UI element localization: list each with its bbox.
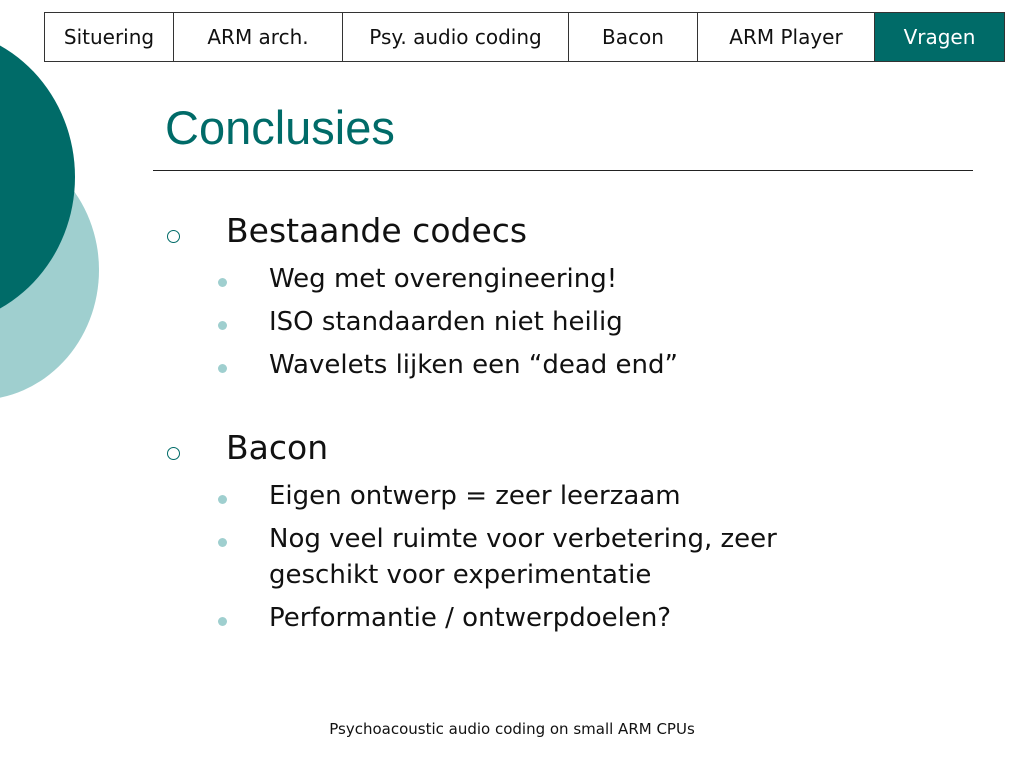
dot-bullet-icon bbox=[218, 321, 227, 330]
hollow-circle-bullet-icon bbox=[167, 447, 180, 460]
section-heading: Bestaande codecs bbox=[226, 211, 528, 250]
bullet-item: ISO standaarden niet heilig bbox=[269, 307, 623, 337]
nav-tab-arm-player[interactable]: ARM Player bbox=[698, 13, 875, 61]
bullet-item: Weg met overengineering! bbox=[269, 264, 618, 294]
title-divider bbox=[153, 170, 973, 171]
slide-title: Conclusies bbox=[165, 101, 395, 154]
hollow-circle-bullet-icon bbox=[167, 230, 180, 243]
slide-navigation-bar bbox=[44, 12, 1005, 62]
nav-tab-bacon[interactable]: Bacon bbox=[569, 13, 698, 61]
bullet-item: Nog veel ruimte voor verbetering, zeer geschikt voor experimentatie bbox=[269, 524, 777, 590]
bullet-item: Wavelets lijken een “dead end” bbox=[269, 350, 678, 380]
nav-tab-situering[interactable]: Situering bbox=[45, 13, 174, 61]
dot-bullet-icon bbox=[218, 278, 227, 287]
nav-tab-psy-audio-coding[interactable]: Psy. audio coding bbox=[343, 13, 569, 61]
section-heading: Bacon bbox=[226, 428, 329, 467]
dot-bullet-icon bbox=[218, 495, 227, 504]
nav-tab-vragen[interactable]: Vragen bbox=[875, 13, 1004, 61]
nav-tab-arm-arch[interactable]: ARM arch. bbox=[174, 13, 343, 61]
dot-bullet-icon bbox=[218, 617, 227, 626]
dot-bullet-icon bbox=[218, 538, 227, 547]
dot-bullet-icon bbox=[218, 364, 227, 373]
slide-footer: Psychoacoustic audio coding on small ARM CPUs bbox=[329, 720, 695, 738]
bullet-item: Performantie / ontwerpdoelen? bbox=[269, 603, 672, 633]
bullet-item: Eigen ontwerp = zeer leerzaam bbox=[269, 481, 681, 511]
